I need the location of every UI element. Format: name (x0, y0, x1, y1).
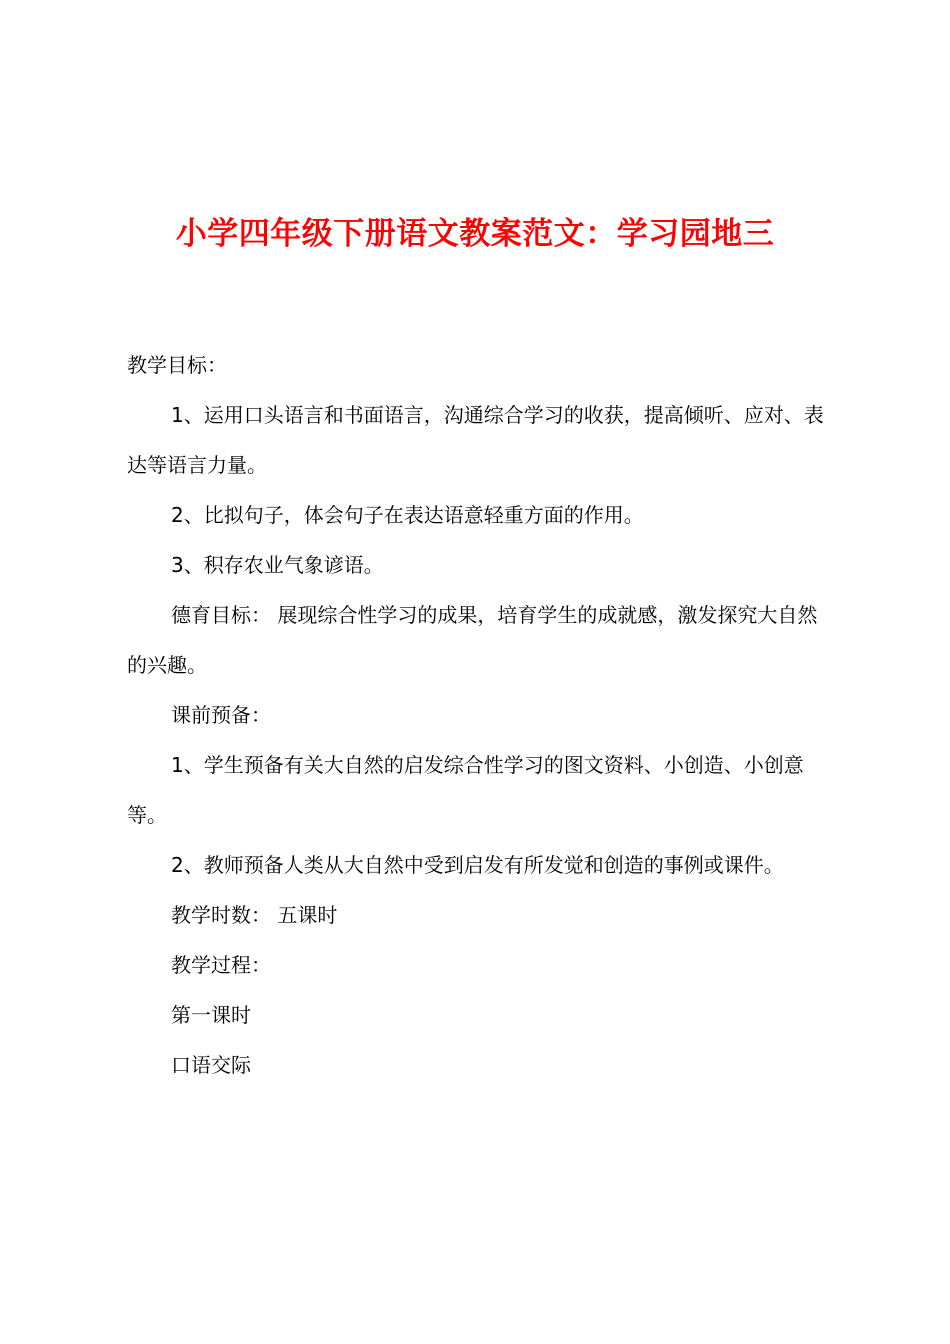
paragraph-goal-1: 1、运用口头语言和书面语言，沟通综合学习的收获，提高倾听、应对、表达等语言力量。 (127, 403, 824, 477)
paragraph-preparation-heading: 课前预备： (171, 703, 271, 727)
paragraph-oral-communication: 口语交际 (171, 1053, 251, 1077)
paragraph-preparation-2: 2、教师预备人类从大自然中受到启发有所发觉和创造的事例或课件。 (171, 853, 784, 877)
paragraph-class-hours: 教学时数： 五课时 (171, 903, 338, 927)
paragraph-preparation-1: 1、学生预备有关大自然的启发综合性学习的图文资料、小创造、小创意等。 (127, 753, 804, 827)
paragraph-teaching-goals-heading: 教学目标： (127, 353, 227, 377)
document-title: 小学四年级下册语文教案范文：学习园地三 (175, 216, 775, 252)
paragraph-goal-2: 2、比拟句子，体会句子在表达语意轻重方面的作用。 (171, 503, 644, 527)
document-body (127, 340, 832, 1090)
paragraph-process-heading: 教学过程： (171, 953, 271, 977)
paragraph-first-lesson: 第一课时 (171, 1003, 251, 1027)
paragraph-moral-goal: 德育目标： 展现综合性学习的成果，培育学生的成就感，激发探究大自然的兴趣。 (127, 603, 818, 677)
paragraph-goal-3: 3、积存农业气象谚语。 (171, 553, 384, 577)
